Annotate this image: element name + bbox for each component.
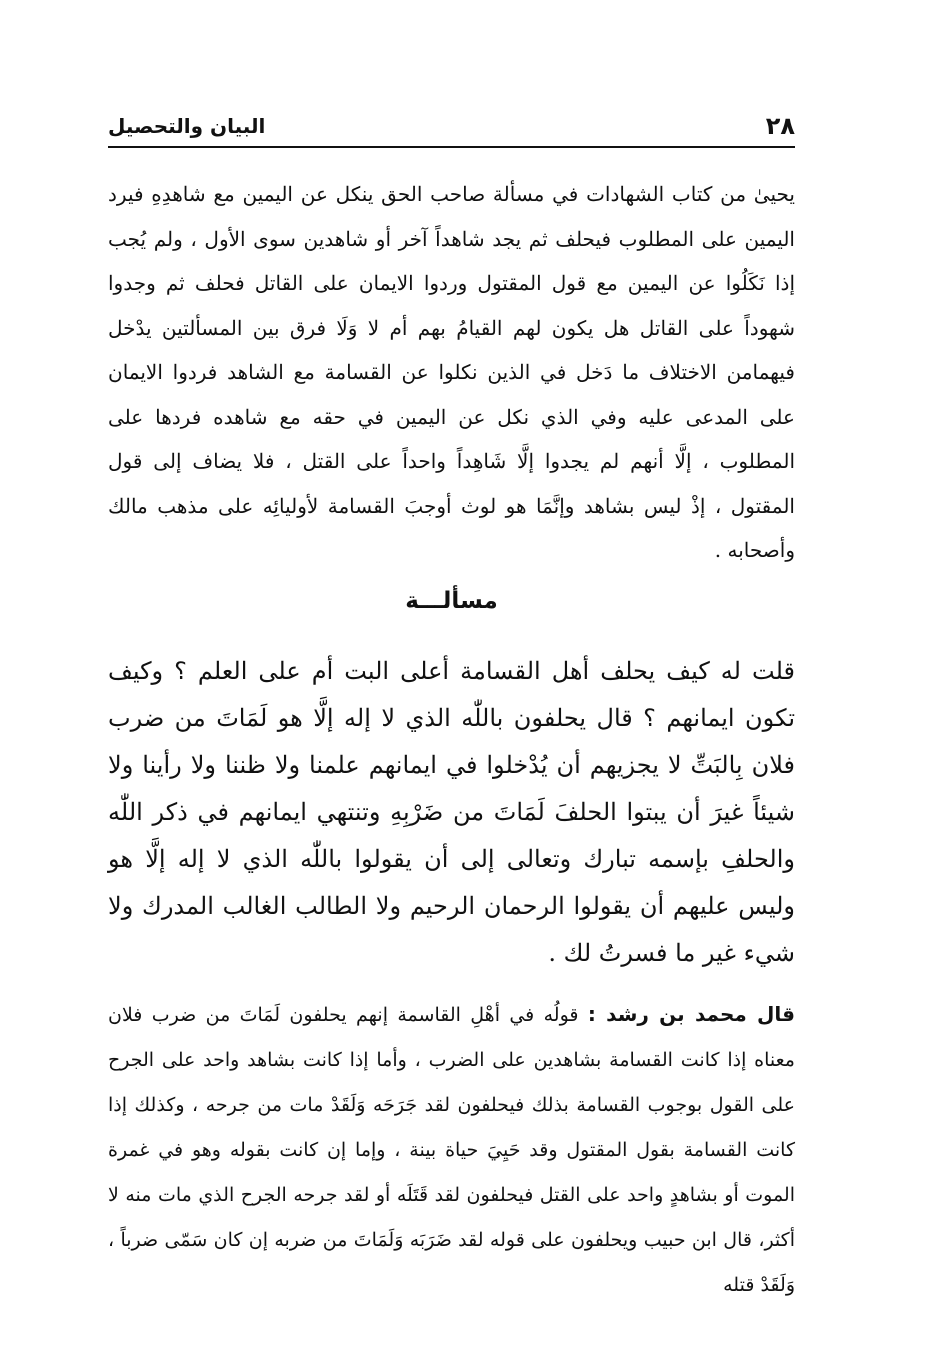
paragraph-3-text: قولُه في أهْلِ القاسمة إنهم يحلفون لَمَاتَ من ضرب فلان معناه إذا كانت القسامة بشاهدين على الضرب ، وأما إذا كانت بشاهد واحد على الجرح على القول بوجوب القسامة بذلك فيحلفون لقد جَرَحَه وَلَقَدْ مات من جرحه ، وكذلك إذا كانت القسامة بقول المقتول وقد حَيِيَ حياة بينة ، وإما إن كانت بقوله وهو في غمرة الموت أو بشاهدٍ واحد على القتل فيحلفون لقد قَتَلَه أو لقد جرحه الجرح الذي مات منه لا أكثر، قال ابن حبيب ويحلفون على قوله لقد ضَرَبَه وَلَمَاتَ من ضربه إن كان سَمّى ضرباً ، وَلَقَدْ قتله [108,1004,795,1296]
paragraph-3 [108,992,795,1308]
paragraph-2: قلت له كيف يحلف أهل القسامة أعلى البت أم على العلم ؟ وكيف تكون ايمانهم ؟ قال يحلفون باللّٰه الذي لا إله إلَّا هو لَمَاتَ من ضرب فلان بِالبَتِّ لا يجزيهم أن يُدْخلوا في ايمانهم علمنا ولا ظننا ولا رأينا ولا شيئاً غيرَ أن يبتوا الحلفَ لَمَاتَ من ضَرْبِهِ وتنتهي ايمانهم في ذكر اللّٰه والحلفِ بإسمه تبارك وتعالى إلى أن يقولوا باللّٰه الذي لا إله إلَّا هو وليس عليهم أن يقولوا الرحمان الرحيم ولا الطالب الغالب المدرك ولا شيء غير ما فسرتُ لك . [108,657,796,967]
speaker-label: قال محمد بن رشد : [587,1002,795,1026]
page-number: ٢٨ [765,112,795,140]
section-title: مسألـــة [405,588,498,614]
page-header [108,112,795,148]
paragraph-1: يحيىٰ من كتاب الشهادات في مسألة صاحب الحق ينكل عن اليمين مع شاهدِهِ فيرد اليمين على المطلوب فيحلف ثم يجد شاهداً آخر أو شاهدين سوى الأول ، ولم يُجب إذا نَكَلُوا عن اليمين مع قول المقتول وردوا الايمان على القاتل فحلف ثم وجدوا شهوداً على القاتل هل يكون لهم القيامُ بهم أم لا وَلَا فرق بين المسألتين يدْخل فيهمامن الاختلاف ما دَخل في الذين نكلوا عن القسامة مع الشاهد فردوا الايمان على المدعى عليه وفي الذي نكل عن اليمين في حقه مع شاهده فردها على المطلوب ، إلَّا أنهم لم يجدوا إلَّا شَاهِداً واحداً على القتل ، فلا يضاف إلى قول المقتول ، إذْ ليس بشاهد وإنَّمَا هو لوث أوجبَ القسامة لأوليائِه على مذهب مالك وأصحابه . [108,182,795,562]
running-title: البيان والتحصيل [108,114,266,138]
